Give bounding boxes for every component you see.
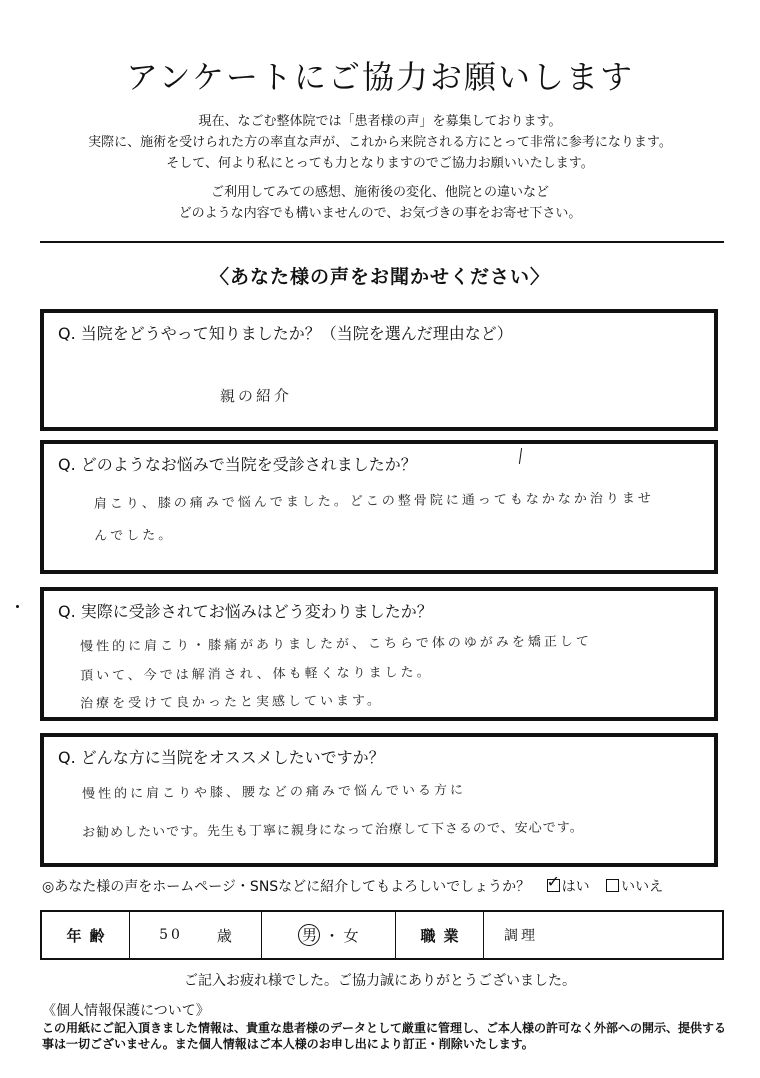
publish-permission [42, 872, 664, 896]
question-box-3 [40, 587, 718, 721]
check-mark-icon: ✓ [546, 872, 561, 891]
intro-line: 現在、なごむ整体院では「患者様の声」を募集しております。 [198, 114, 562, 129]
question-text: Q. どのようなお悩みで当院を受診されましたか？ [58, 455, 417, 474]
age-unit: 歳 [216, 926, 232, 945]
handwritten-answer-line: 慢性的に肩こり・膝痛がありましたが、こちらで体のゆがみを矯正して [79, 634, 592, 655]
question-box-2 [40, 440, 718, 574]
job-label-cell [396, 912, 484, 958]
handwritten-answer: 肩こり、膝の痛みで悩んでました。どこの整骨院に通ってもなかなか治りませんでした。 [93, 491, 654, 544]
no-checkbox[interactable] [606, 879, 619, 892]
handwritten-answer-line: 頂いて、今では解消され、体も軽くなりました。 [79, 665, 433, 684]
respondent-info-table [40, 910, 724, 960]
age-label: 年齢 [66, 926, 113, 945]
question-box-4 [40, 733, 718, 867]
no-option[interactable] [606, 879, 663, 895]
intro-line: ご利用してみての感想、施術後の変化、他院との違いなど [210, 185, 549, 200]
gender-cell[interactable] [262, 912, 396, 958]
handwritten-answer-line: 慢性的に肩こりや膝、腰などの痛みで悩んでいる方に [81, 782, 467, 803]
intro-line: どのような内容でも構いませんので、お気づきの事をお寄せ下さい。 [178, 206, 582, 221]
job-value-cell[interactable] [484, 912, 722, 958]
yes-checkbox[interactable] [546, 872, 561, 892]
handwritten-answer-line: 治療を受けて良かったと実感しています。 [79, 693, 384, 712]
handwritten-answer: 親の紹介 [219, 386, 293, 406]
permission-question: ◎あなた様の声をホームページ・SNSなどに紹介してもよろしいでしょうか？ [42, 879, 531, 895]
privacy-body: この用紙にご記入頂きました情報は、貴重な患者様のデータとして厳重に管理し、ご本人様の許可なく外部への開示、提供する事は一切ございません。また個人情報はご本人様のお申し出により訂正・削除いたします。 [42, 1021, 727, 1051]
voice-heading: 〈あなた様の声をお聞かせください〉 [209, 266, 550, 288]
gender-male-selected[interactable]: 男 [298, 924, 320, 946]
gender-female[interactable]: 女 [343, 926, 359, 945]
page-title: アンケートにご協力お願いします [125, 58, 635, 96]
intro-line: 実際に、施術を受けられた方の率直な声が、これから来院される方にとって非常に参考になります。 [88, 135, 672, 150]
stray-dot [16, 605, 19, 608]
section-divider [40, 241, 724, 243]
question-text: Q. 当院をどうやって知りましたか？（当院を選んだ理由など） [58, 324, 513, 343]
job-value: 調理 [504, 928, 538, 944]
intro-line: そして、何より私にとっても力となりますのでご協力お願いいたします。 [166, 156, 594, 171]
intro-paragraph-2 [0, 182, 760, 224]
age-value: 50 [159, 927, 183, 943]
question-text: Q. どんな方に当院をオススメしたいですか？ [58, 748, 385, 767]
yes-option[interactable] [546, 872, 594, 895]
question-text: Q. 実際に受診されてお悩みはどう変わりましたか？ [58, 602, 433, 621]
thanks-message: ご記入お疲れ様でした。ご協力誠にありがとうございました。 [184, 973, 576, 989]
no-label: いいえ [621, 879, 664, 895]
privacy-title: 《個人情報保護について》 [42, 1003, 210, 1019]
age-label-cell [42, 912, 130, 958]
handwritten-answer-line: お勧めしたいです。先生も丁寧に親身になって治療して下さるので、安心です。 [81, 820, 584, 841]
question-box-1 [40, 309, 718, 431]
intro-paragraph-1 [0, 111, 760, 174]
age-value-cell[interactable] [130, 912, 262, 958]
yes-label: はい [561, 879, 590, 895]
gender-separator: ・ [324, 926, 340, 945]
job-label: 職業 [420, 926, 467, 945]
